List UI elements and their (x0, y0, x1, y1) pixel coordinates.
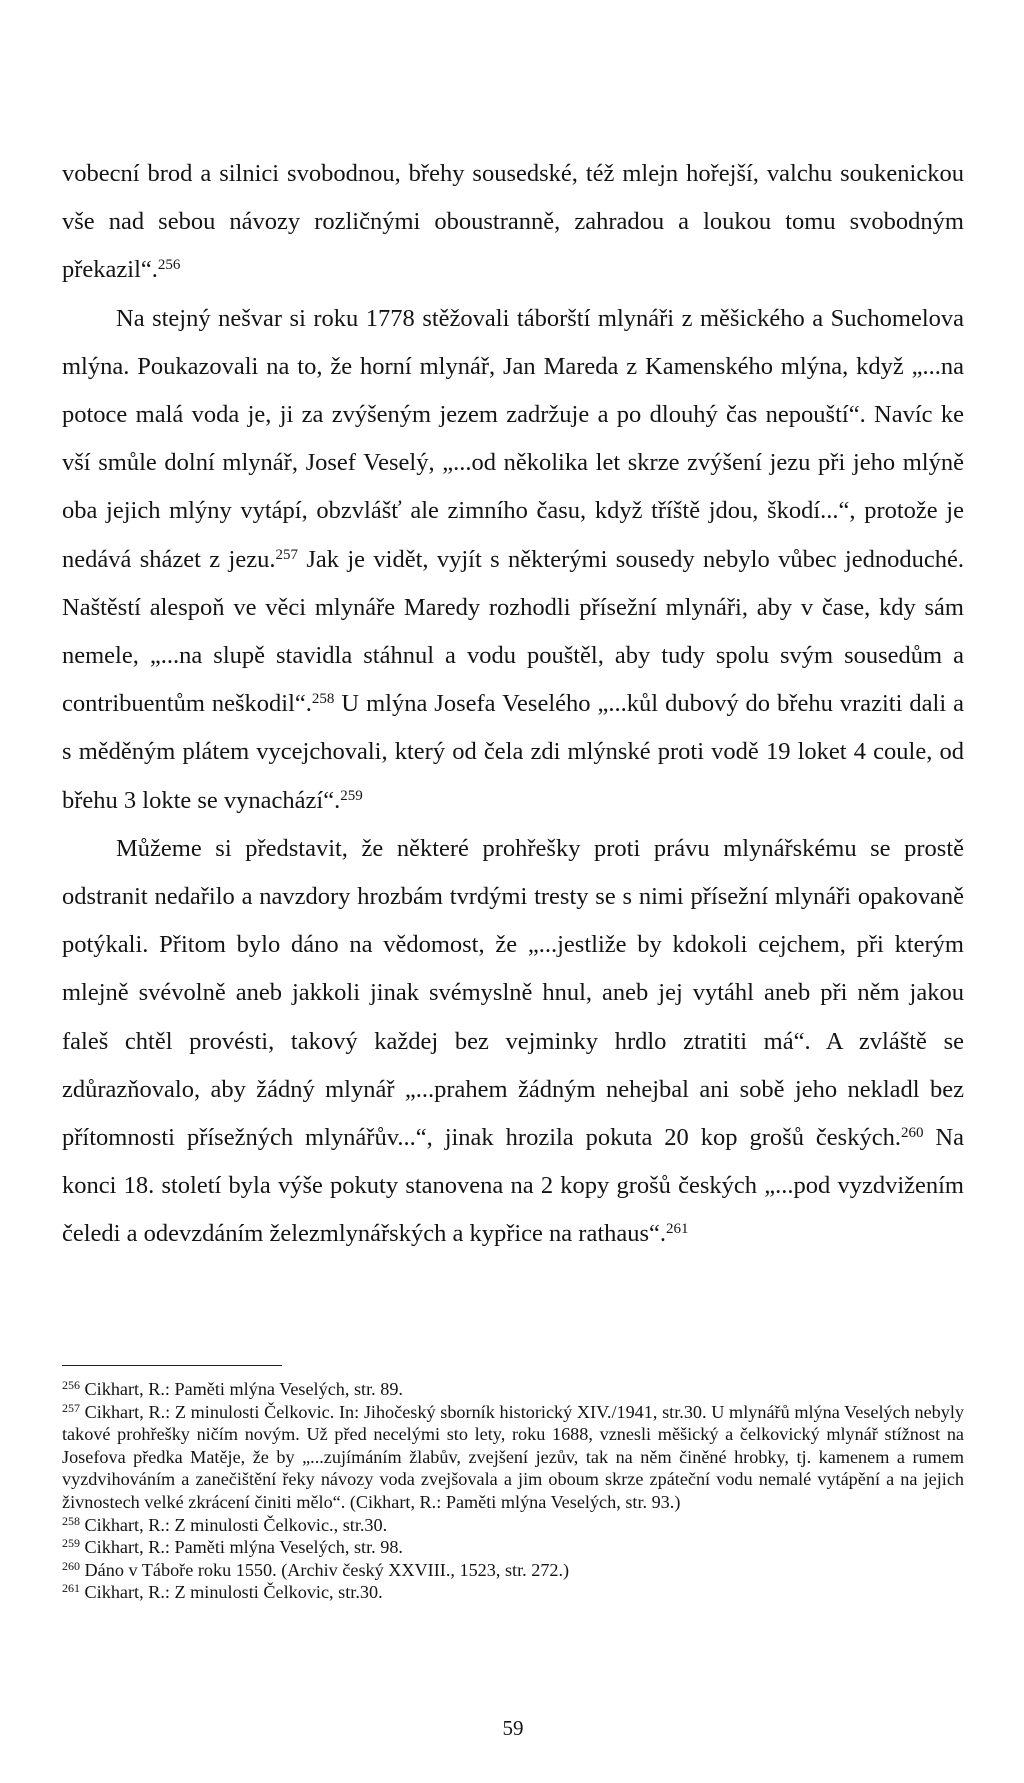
paragraph (62, 150, 964, 295)
footnote-ref: 261 (666, 1221, 689, 1238)
document-page (62, 0, 964, 1783)
footnote-ref: 260 (900, 1124, 924, 1141)
text-run: U mlýna Josefa Veselého „...kůl dubový do břehu vraziti dali a s měděným plátem vycejchovali, který od čela zdi mlýnské proti vodě 19 loket 4 coule, od břehu 3 lokte se vynachází“. (62, 690, 964, 814)
footnote (62, 1378, 964, 1401)
footnote-text: Dáno v Táboře roku 1550. (Archiv český XXVIII., 1523, str. 272.) (80, 1559, 570, 1580)
text-run: Jak je vidět, vyjít s některými sousedy nebylo vůbec jednoduché. Naštěstí alespoň ve věci mlynáře Maredy rozhodli přísežní mlynáři, aby v čase, kdy sám nemele, „...na slupě stavidla stáhnul a vodu pouštěl, aby tudy spolu svým sousedům a contribuentům neškodil“. (62, 545, 964, 718)
footnote-ref: 259 (340, 787, 363, 804)
footnote (62, 1581, 964, 1604)
text-run: Můžeme si představit, že některé prohřešky proti právu mlynářskému se prostě odstranit nedařilo a navzdory hrozbám tvrdými tresty se s nimi přísežní mlynáři opakovaně potýkali. Přitom bylo dáno na vědomost, že „...jestližе by kdokoli cejchem, při kterým mlejně svévolně aneb jakkoli jinak svémyslně hnul, aneb jej vytáhl aneb při něm jakou faleš chtěl provésti, takový každej bez vejminky hrdlo ztratiti má“. A zvláště se zdůrazňovalo, aby žádný mlynář „...prahem žádným nehejbal ani sobě jeho nekladl bez přítomnosti přísežných mlynářův...“, jinak hrozila pokuta 20 kop grošů českých. (62, 834, 964, 1152)
footnote-number: 261 (62, 1581, 80, 1596)
footnote-text: Cikhart, R.: Z minulosti Čelkovic., str.30. (80, 1514, 388, 1535)
footnote-number: 256 (62, 1378, 80, 1392)
footnote-separator (62, 1365, 282, 1366)
paragraph (62, 825, 964, 1259)
footnote-number: 259 (62, 1536, 80, 1551)
footnote-number: 257 (62, 1400, 80, 1415)
page-number: 59 (502, 1716, 524, 1740)
footnote (62, 1401, 964, 1514)
footnote-text: Cikhart, R.: Paměti mlýna Veselých, str. 89. (80, 1379, 403, 1399)
text-run: Na stejný nešvar si roku 1778 stěžovali táborští mlynáři z měšického a Suchomelova mlýna. Poukazovali na to, že horní mlynář, Jan Mareda z Kamenského mlýna, když „...na potoce malá voda je, ji za zvýšeným jezem zadržuje a po dlouhý čas nepouští“. Navíc ke vší smůle dolní mlynář, Josef Veselý, „...od několika let skrze zvýšení jezu při jeho mlýně oba jejich mlýny vytápí, obzvlášť ale zimního času, když tříště jdou, škodí...“, protože je nedává sházet z jezu. (62, 304, 964, 573)
body-text (62, 150, 964, 1259)
paragraph (62, 295, 964, 825)
footnote-ref: 256 (157, 257, 181, 274)
footnote-number: 260 (62, 1558, 80, 1573)
footnote (62, 1536, 964, 1559)
footnote-ref: 258 (311, 690, 335, 707)
footnotes (62, 1378, 964, 1604)
footnote-text: Cikhart, R.: Paměti mlýna Veselých, str. 98. (80, 1537, 403, 1558)
footnote-text: Cikhart, R.: Z minulosti Čelkovic. In: Jihočeský sborník historický XIV./1941, str.30. U mlynářů mlýna Veselých nebyly takové prohřešky ničím novým. Už před necelými sto lety, roku 1688, vznesli měšický a čelkovický mlynář stížnost na Josefova předka Matěje, že by „...zujímáním žlabův, zvejšení jezův, tak na něm činěné hrobky, tj. kamenem a rumem vyzdvihováním a zanečištění řeky návozy voda zvejšovala a jim oboum skrze zpáteční vodu nemalé vytápění a na jejich živnostech velké zkrácení činiti mělo“. (Cikhart, R.: Paměti mlýna Veselých, str. 93.) (62, 1401, 964, 1512)
text-run: vobecní brod a silnici svobodnou, břehy sousedské, též mlejn hořejší, valchu soukenickou vše nad sebou návozy rozličnými oboustranně, zahradou a loukou tomu svobodným překazil“. (62, 160, 964, 284)
footnote (62, 1514, 964, 1537)
footnote (62, 1559, 964, 1582)
footnote-ref: 257 (275, 546, 298, 563)
text-run: Na konci 18. století byla výše pokuty stanovena na 2 kopy grošů českých „...pod vyzdvižením čeledi a odevzdáním železmlynářských a kypřice na rathaus“. (62, 1124, 964, 1248)
footnote-number: 258 (62, 1513, 80, 1528)
footnote-text: Cikhart, R.: Z minulosti Čelkovic, str.30. (80, 1582, 383, 1603)
